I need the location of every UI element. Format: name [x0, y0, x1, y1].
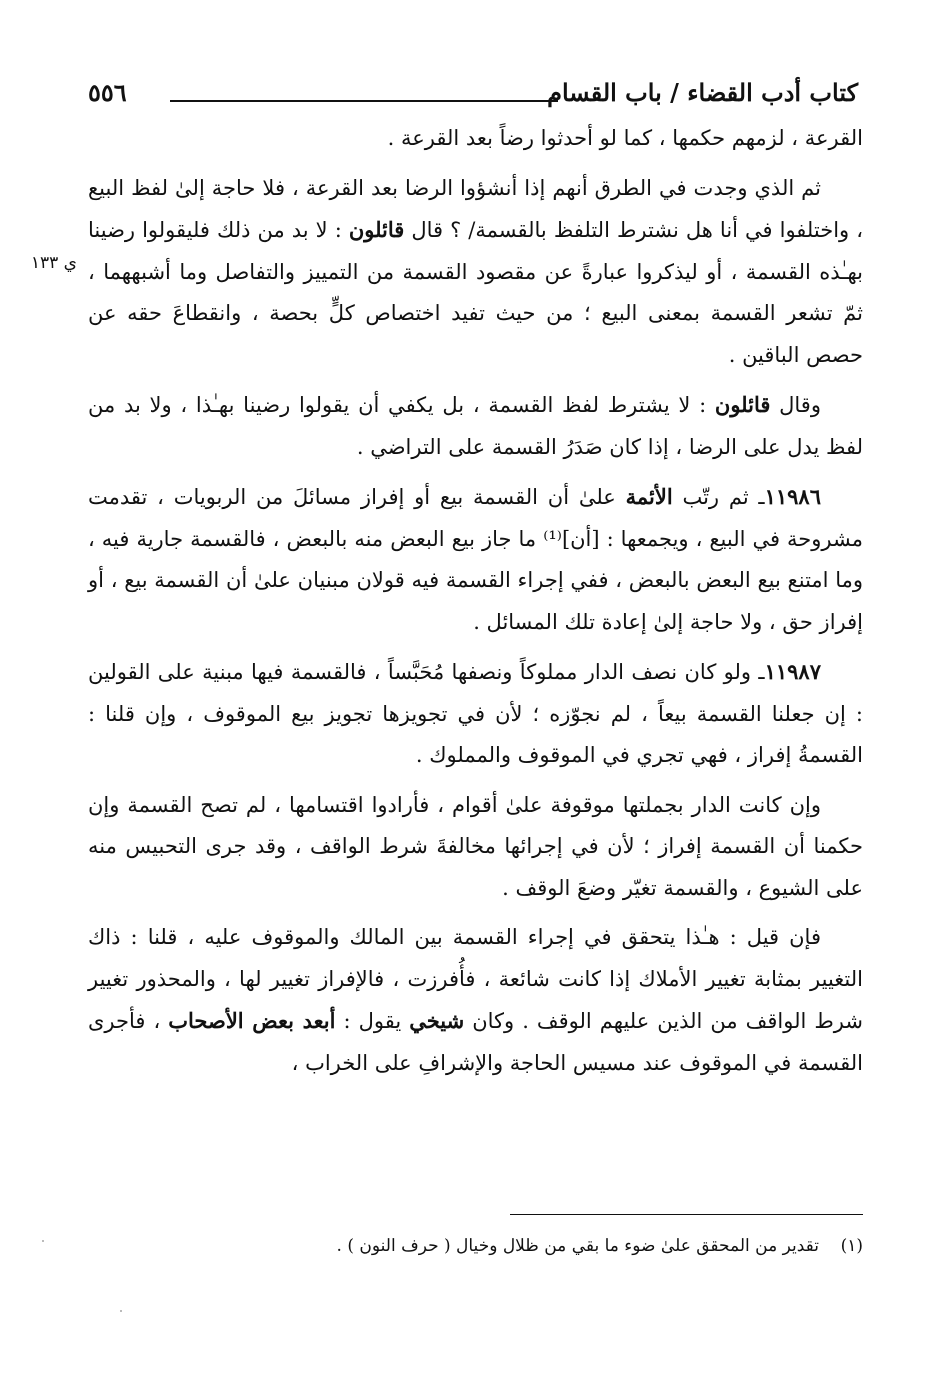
bold-term: ١١٩٨٦ — [764, 484, 821, 509]
text-run: : لا يشترط لفظ القسمة ، بل يكفي أن يقولوا رضينا بهـٰذا ، ولا بد من لفظ يدل على الرضا ، إذا كان صَدَرُ القسمة على التراضي . — [88, 393, 863, 459]
header-rule — [170, 100, 558, 102]
text-run: فإن قيل : هـٰذا يتحقق في إجراء القسمة بين المالك والموقوف عليه ، قلنا : ذاك التغيير بمثابة تغيير الأملاك إذا كانت شائعة ، فأُفرزت ، فالإفراز تغيير لها ، والمحذور تغيير شرط الواقف من الذين عليهم الوقف . وكان — [88, 925, 863, 1033]
main-text — [88, 118, 863, 1092]
scan-speck — [42, 1240, 44, 1242]
page-number: ٥٥٦ — [88, 78, 127, 107]
header-title: كتاب أدب القضاء / باب القسام — [547, 78, 858, 107]
scan-speck — [120, 1310, 122, 1312]
bold-term: ١١٩٨٧ — [764, 659, 821, 684]
text-run: ـ ولو كان نصف الدار مملوكاً ونصفها مُحَبَّساً ، فالقسمة فيها مبنية على القولين : إن جعلنا القسمة بيعاً ، لم نجوّزه ؛ لأن في تجويزها تجويز بيع الموقوف ، وإن قلنا : القسمةُ إفراز ، فهي تجري في الموقوف والمملوك . — [88, 660, 863, 767]
bold-term: الأئمة — [625, 484, 673, 509]
paragraph — [88, 168, 863, 377]
running-header — [88, 78, 858, 118]
text-run: : لا بد من ذلك فليقولوا رضينا بهـٰذه القسمة ، أو ليذكروا عبارةً عن مقصود القسمة من التمييز والتفاصل وما أشبههما ، ثمّ تشعر القسمة بمعنى البيع ؛ من حيث تفيد اختصاص كلٍّ بحصة ، وانقطاعَ حقه عن حصص الباقين . — [88, 218, 863, 367]
text-run: يقول : — [335, 1009, 410, 1033]
footnote — [260, 1236, 863, 1256]
paragraph — [88, 118, 863, 160]
footnote-rule — [510, 1214, 863, 1215]
bold-term: قائلون — [348, 217, 405, 242]
text-run: ثم الذي وجدت في الطرق أنهم إذا أنشؤوا الرضا بعد القرعة ، فلا حاجة إلىٰ لفظ البيع ، واختلفوا في أنا هل نشترط التلفظ بالقسمة/ ؟ قال — [88, 175, 863, 242]
bold-term: أبعد بعض الأصحاب — [168, 1008, 336, 1033]
margin-marker: ي ١٣٣ — [30, 253, 77, 273]
footnote-number: (١) — [840, 1236, 863, 1256]
text-run: وقال — [770, 393, 821, 417]
footnote-text: تقدير من المحقق علىٰ ضوء ما بقي من ظلال وخيال ( حرف النون ) . — [336, 1236, 819, 1256]
paragraph — [88, 476, 863, 643]
text-run: القرعة ، لزمهم حكمها ، كما لو أحدثوا رضاً بعد القرعة . — [387, 126, 863, 150]
paragraph — [88, 785, 863, 910]
bold-term: قائلون — [714, 392, 771, 417]
text-run: وإن كانت الدار بجملتها موقوفة علىٰ أقوام ، فأرادوا اقتسامها ، لم تصح القسمة وإن حكمنا أن القسمة إفراز ؛ لأن في إجرائها مخالفةَ شرط الواقف ، وقد جرى التحبيس منه على الشيوع ، والقسمة تغيّر وضعَ الوقف . — [88, 792, 863, 900]
text-run: ، فأجرى القسمة في الموقوف عند مسيس الحاجة والإشرافِ على الخراب ، — [88, 1009, 863, 1075]
text-run: علىٰ أن القسمة بيع أو إفراز مسائلَ من الربويات ، تقدمت مشروحة في البيع ، ويجمعها : [أن]⁽¹⁾ ما جاز بيع البعض منه بالبعض ، فالقسمة جارية فيه ، وما امتنع بيع البعض بالبعض ، ففي إجراء القسمة فيه قولان مبنيان علىٰ أن القسمة بيع ، أو إفراز حق ، ولا حاجة إلىٰ إعادة تلك المسائل . — [88, 485, 863, 634]
bold-term: شيخي — [409, 1008, 465, 1033]
paragraph — [88, 651, 863, 777]
paragraph — [88, 917, 863, 1084]
paragraph — [88, 384, 863, 468]
text-run: ـ ثم رتّب — [672, 485, 765, 509]
